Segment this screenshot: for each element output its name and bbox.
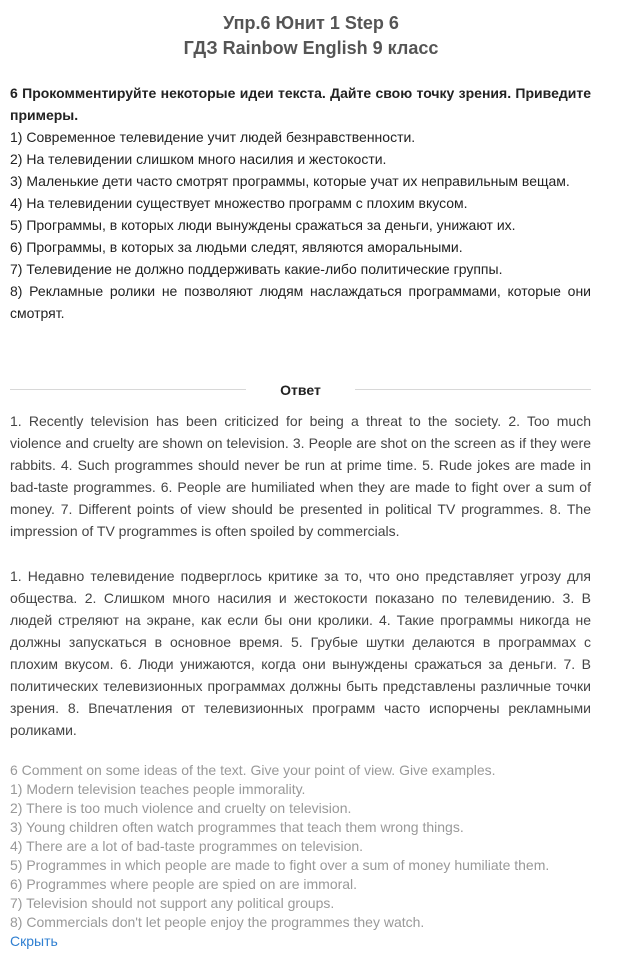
hide-translation-link[interactable]: Скрыть bbox=[10, 933, 58, 949]
translation-line: 1) Modern television teaches people immorality. bbox=[10, 781, 306, 797]
answer-divider bbox=[10, 379, 591, 401]
task-item: 3) Маленькие дети часто смотрят программы, которые учат их неправильным вещам. bbox=[10, 173, 570, 189]
translation-line: 3) Young children often watch programmes that teach them wrong things. bbox=[10, 819, 464, 835]
task-heading: 6 Прокомментируйте некоторые идеи текста. Дайте свою точку зрения. Приведите примеры. bbox=[10, 85, 591, 123]
task-item: 7) Телевидение не должно поддерживать какие-либо политические группы. bbox=[10, 261, 503, 277]
task-item: 1) Современное телевидение учит людей безнравственности. bbox=[10, 129, 416, 145]
answer-english: 1. Recently television has been criticized for being a threat to the society. 2. Too much violence and cruelty are shown on television. 3. People are shot on the screen as if they were rabbits. 4. Such programmes should never be run at prime time. 5. Rude jokes are made in bad-taste programmes. 6. People are humiliated when they are made to fight over a sum of money. 7. Different points of view should be presented in political TV programmes. 8. The impression of TV programmes is often spoiled by commercials. bbox=[10, 413, 591, 539]
task-block bbox=[10, 82, 591, 324]
task-item: 8) Рекламные ролики не позволяют людям наслаждаться программами, которые они смотрят. bbox=[10, 283, 591, 321]
task-item: 6) Программы, в которых за людьми следят, являются аморальными. bbox=[10, 239, 463, 255]
translation-block bbox=[10, 761, 610, 932]
page-subtitle: ГДЗ Rainbow English 9 класс bbox=[183, 38, 439, 58]
page-title: Упр.6 Юнит 1 Step 6 bbox=[223, 13, 399, 33]
translation-line: 2) There is too much violence and cruelty on television. bbox=[10, 800, 352, 816]
translation-line: 6) Programmes where people are spied on are immoral. bbox=[10, 876, 358, 892]
translation-line: 7) Television should not support any political groups. bbox=[10, 895, 335, 911]
translation-line: 4) There are a lot of bad-taste programmes on television. bbox=[10, 838, 364, 854]
task-item: 2) На телевидении слишком много насилия и жестокости. bbox=[10, 151, 387, 167]
answer-russian: 1. Недавно телевидение подверглось критике за то, что оно представляет угрозу для общества. 2. Слишком много насилия и жестокости показано по телевидению. 3. В людей стреляют на экране, как если бы они кролики. 4. Такие программы никогда не должны запускаться в основное время. 5. Грубые шутки делаются в программах с плохим вкусом. 6. Люди унижаются, когда они вынуждены сражаться за деньги. 7. В политических телевизионных программах должны быть представлены различные точки зрения. 8. Впечатления от телевизионных программ часто испорчены рекламными роликами. bbox=[10, 568, 591, 738]
translation-line: 6 Comment on some ideas of the text. Give your point of view. Give examples. bbox=[10, 762, 496, 778]
task-item: 5) Программы, в которых люди вынуждены сражаться за деньги, унижают их. bbox=[10, 217, 516, 233]
divider-line-right bbox=[355, 389, 591, 390]
answer-label: Ответ bbox=[280, 382, 321, 398]
task-item: 4) На телевидении существует множество программ с плохим вкусом. bbox=[10, 195, 468, 211]
translation-line: 5) Programmes in which people are made to fight over a sum of money humiliate them. bbox=[10, 857, 550, 873]
translation-line: 8) Commercials don't let people enjoy the programmes they watch. bbox=[10, 914, 425, 930]
